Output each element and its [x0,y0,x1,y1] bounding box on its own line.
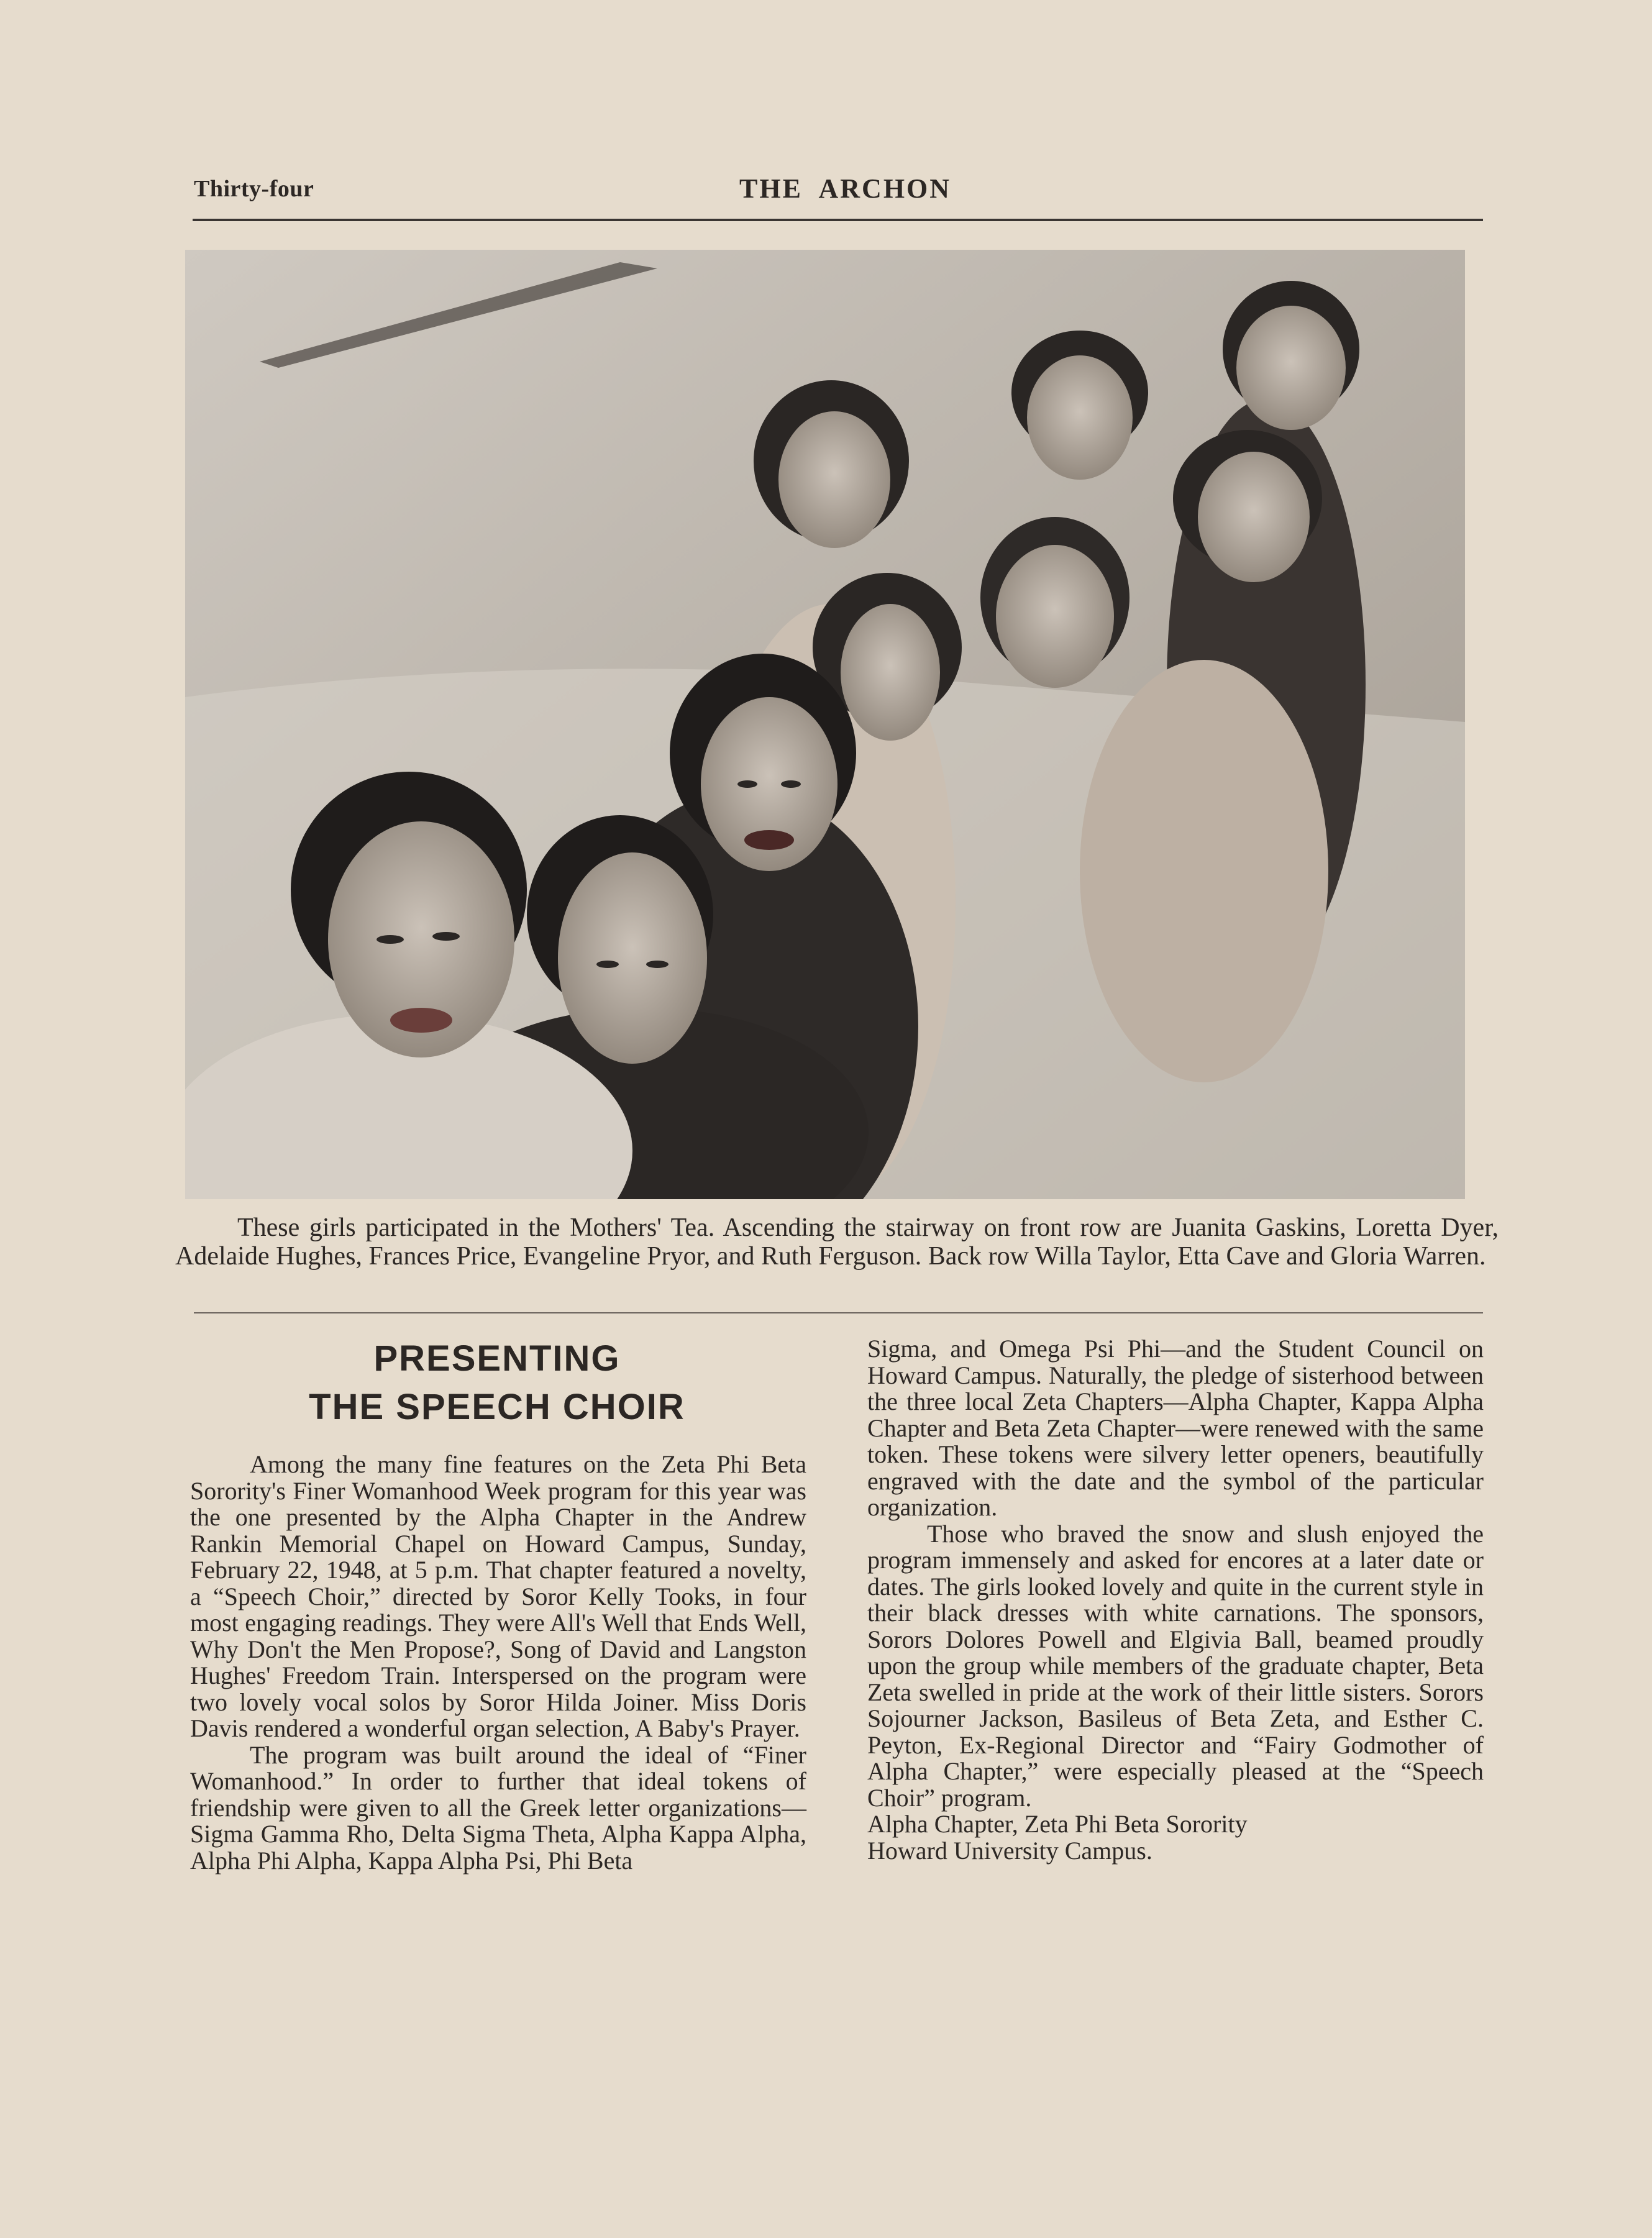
paragraph: Sigma, and Omega Psi Phi—and the Student Council on Howard Campus. Naturally, the pledge of sisterhood between the three local Zeta Chapters—Alpha Chapter, Kappa Alpha Chapter and Beta Zeta Chapter—were renewed with the same token. These tokens were silvery letter openers, beautifully engraved with the date and the symbol of the particular organization. [867,1335,1484,1521]
caption-rule [194,1312,1483,1313]
photo-caption [175,1213,1499,1271]
article-column-left [190,1451,806,1874]
signature-line1: Alpha Chapter, Zeta Phi Beta Sorority [867,1810,1248,1838]
header-rule [193,219,1483,221]
group-photo-icon [185,250,1465,1199]
paragraph: The program was built around the ideal of “Finer Womanhood.” In order to further that ideal tokens of friendship were given to all the Greek letter organizations—Sigma Gamma Rho, Delta Sigma Theta, Alpha Kappa Alpha, Alpha Phi Alpha, Kappa Alpha Psi, Phi Beta [190,1740,806,1875]
article-title-line2: THE SPEECH CHOIR [309,1387,685,1427]
signature-line2: Howard University Campus. [867,1836,1152,1865]
article-title-line1: PRESENTING [373,1338,621,1379]
group-photo [185,250,1465,1199]
running-title: THE ARCHON [739,173,952,204]
article-title [186,1335,808,1432]
page-number: Thirty-four [194,176,314,202]
caption-text: These girls participated in the Mothers' Tea. Ascending the stairway on front row are Juanita Gaskins, Loretta Dyer, Adelaide Hughes, Frances Price, Evangeline Pryor, and Ruth Ferguson. Back row Willa Taylor, Etta Cave and Gloria Warren. [175,1213,1499,1271]
paragraph: Among the many fine features on the Zeta Phi Beta Sorority's Finer Womanhood Week program for this year was the one presented by the Alpha Chapter in the Andrew Rankin Memorial Chapel on Howard Campus, Sunday, February 22, 1948, at 5 p.m. That chapter featured a novelty, a “Speech Choir,” directed by Soror Kelly Tooks, in four most engaging readings. They were All's Well that Ends Well, Why Don't the Men Propose?, Song of David and Langston Hughes' Freedom Train. Interspersed on the program were two lovely vocal solos by Soror Hilda Joiner. Miss Doris Davis rendered a wonderful organ selection, A Baby's Prayer. [190,1450,806,1742]
paragraph: Those who braved the snow and slush enjoyed the program immensely and asked for encores at a later date or dates. The girls looked lovely and quite in the current style in their black dresses with white carnations. The sponsors, Sorors Dolores Powell and Elgivia Ball, beamed proudly upon the group while members of the graduate chapter, Beta Zeta swelled in pride at the work of their little sisters. Sorors Sojourner Jackson, Basileus of Beta Zeta, and Esther C. Peyton, Ex-Regional Director and “Fairy Godmother of Alpha Chapter,” were especially pleased at the “Speech Choir” program. [867,1519,1484,1812]
article-column-right [867,1336,1484,1864]
